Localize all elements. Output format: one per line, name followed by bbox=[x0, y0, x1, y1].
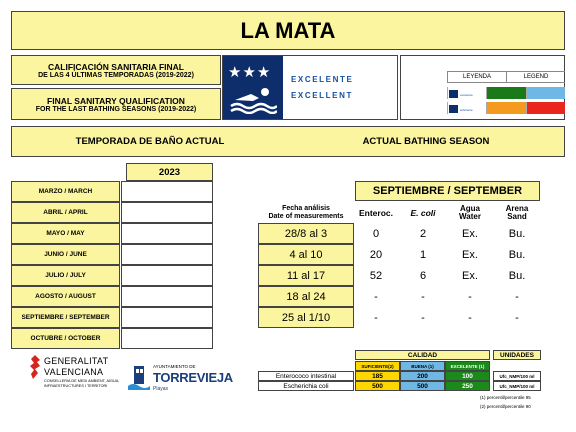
legend-box bbox=[400, 55, 565, 120]
season-year bbox=[126, 163, 213, 181]
quality-value: 185 bbox=[355, 371, 400, 381]
header-sand bbox=[494, 202, 540, 224]
measurement-date: 25 al 1/10 bbox=[258, 307, 354, 328]
legend-row-1 bbox=[447, 87, 565, 99]
quality-title-text: CALIDAD bbox=[407, 351, 438, 359]
season-label-en: ACTUAL BATHING SEASON bbox=[362, 136, 490, 147]
page-title bbox=[11, 11, 565, 50]
legend-rating-sufficient bbox=[447, 102, 486, 114]
header-sand-es: Arena bbox=[505, 204, 529, 213]
sand-value: Bu. bbox=[508, 227, 526, 240]
enteroc-value: 0 bbox=[372, 227, 380, 240]
month-value bbox=[121, 244, 213, 265]
season-header bbox=[11, 126, 565, 157]
water-value: - bbox=[468, 290, 472, 303]
legend-color-green bbox=[486, 87, 525, 99]
footnote: (1) percentil/percentile 95 bbox=[480, 395, 531, 400]
legend-color-orange bbox=[486, 102, 525, 114]
torrevieja-emblem-icon bbox=[128, 364, 150, 390]
measurement-date: 28/8 al 3 bbox=[258, 223, 354, 244]
legend-tab-en: LEGEND bbox=[506, 72, 565, 82]
sand-value: Bu. bbox=[508, 248, 526, 261]
header-enteroc-text: Enteroc. bbox=[358, 208, 393, 218]
season-label-es: TEMPORADA DE BAÑO ACTUAL bbox=[75, 136, 225, 147]
header-water-en: Water bbox=[459, 212, 481, 221]
month-label: MARZO / MARCH bbox=[11, 181, 120, 202]
month-value bbox=[121, 328, 213, 349]
water-value: Ex. bbox=[462, 227, 478, 240]
qualification-es-box bbox=[11, 55, 221, 85]
enteroc-value: 52 bbox=[369, 269, 383, 282]
rating-label-es: EXCELENTE bbox=[291, 74, 354, 84]
sand-value: - bbox=[515, 311, 519, 324]
sand-value: - bbox=[515, 290, 519, 303]
legend-color-blue bbox=[526, 87, 565, 99]
quality-title bbox=[355, 350, 490, 360]
ecoli-value: 2 bbox=[419, 227, 427, 240]
swimmer-icon bbox=[229, 86, 277, 114]
quality-unit: Ufc_NMP/100 ml bbox=[493, 381, 541, 391]
month-detail-title bbox=[355, 181, 540, 201]
month-value bbox=[121, 265, 213, 286]
generalitat-valenciana-logo bbox=[28, 354, 120, 402]
enteroc-value: - bbox=[374, 290, 378, 303]
ecoli-value: 1 bbox=[419, 248, 427, 261]
header-date-es: Fecha análisis bbox=[282, 205, 330, 212]
water-value: Ex. bbox=[462, 248, 478, 261]
quality-value: 100 bbox=[445, 371, 490, 381]
month-label: JULIO / JULY bbox=[11, 265, 120, 286]
legend-tabs bbox=[447, 71, 565, 83]
units-title bbox=[493, 350, 541, 360]
month-label: SEPTIEMBRE / SEPTEMBER bbox=[11, 307, 120, 328]
torrevieja-line1: AYUNTAMIENTO DE bbox=[153, 364, 196, 369]
torrevieja-line2: TORREVIEJA bbox=[153, 370, 233, 385]
water-value: Ex. bbox=[462, 269, 478, 282]
legend-tab-es: LEYENDA bbox=[447, 72, 506, 82]
month-label: OCTUBRE / OCTOBER bbox=[11, 328, 120, 349]
gva-line1: GENERALITAT bbox=[44, 356, 109, 366]
legend-row-2 bbox=[447, 102, 565, 114]
footnote: (2) percentil/percentile 90 bbox=[480, 404, 531, 409]
month-value bbox=[121, 286, 213, 307]
legend-rating-excellent bbox=[447, 87, 486, 99]
units-title-text: UNIDADES bbox=[500, 351, 534, 359]
rating-badge bbox=[222, 55, 398, 120]
header-date-en: Date of measurements bbox=[268, 213, 344, 220]
quality-value: 500 bbox=[400, 381, 445, 391]
measurement-date: 4 al 10 bbox=[258, 244, 354, 265]
header-enteroc bbox=[355, 202, 397, 224]
season-year-text: 2023 bbox=[158, 166, 181, 178]
svg-text:excelente: excelente bbox=[460, 93, 473, 97]
sand-value: Bu. bbox=[508, 269, 526, 282]
month-value bbox=[121, 181, 213, 202]
ecoli-value: - bbox=[421, 290, 425, 303]
header-date bbox=[258, 202, 354, 224]
rating-label-en: EXCELLENT bbox=[291, 90, 353, 100]
header-water-es: Agua bbox=[460, 204, 480, 213]
month-value bbox=[121, 202, 213, 223]
header-ecoli-text: E. coli bbox=[410, 208, 436, 218]
header-water bbox=[448, 202, 492, 224]
water-value: - bbox=[468, 311, 472, 324]
quality-value: 500 bbox=[355, 381, 400, 391]
torrevieja-line3: Playas bbox=[153, 386, 169, 392]
month-label: ABRIL / APRIL bbox=[11, 202, 120, 223]
gva-line2: VALENCIANA bbox=[44, 367, 104, 377]
torrevieja-logo bbox=[128, 362, 233, 398]
month-label: MAYO / MAY bbox=[11, 223, 120, 244]
qualification-es-line1: CALIFICACIÓN SANITARIA FINAL bbox=[48, 61, 184, 72]
sufficient-rating-icon bbox=[448, 103, 486, 115]
excellent-rating-icon bbox=[448, 88, 486, 100]
ecoli-value: 6 bbox=[419, 269, 427, 282]
quality-value: 200 bbox=[400, 371, 445, 381]
rating-labels bbox=[283, 56, 397, 119]
quality-row-label: Escherichia coli bbox=[258, 381, 354, 391]
month-value bbox=[121, 307, 213, 328]
qualification-en-line2: FOR THE LAST BATHING SEASONS (2019-2022) bbox=[35, 105, 197, 113]
measurement-date: 18 al 24 bbox=[258, 286, 354, 307]
quality-level-sufficient: SUFICIENTE(2) bbox=[355, 361, 400, 371]
month-label: AGOSTO / AUGUST bbox=[11, 286, 120, 307]
legend-color-red bbox=[526, 102, 565, 114]
rating-badge-panel bbox=[223, 56, 283, 119]
ecoli-value: - bbox=[421, 311, 425, 324]
quality-value: 250 bbox=[445, 381, 490, 391]
star-icon: ★★★ bbox=[228, 64, 272, 81]
header-sand-en: Sand bbox=[507, 212, 527, 221]
quality-level-good: BUENA (1) bbox=[400, 361, 445, 371]
month-value bbox=[121, 223, 213, 244]
quality-row-label: Enterococo intestinal bbox=[258, 371, 354, 381]
qualification-en-line1: FINAL SANITARY QUALIFICATION bbox=[47, 95, 185, 106]
generalitat-emblem-icon bbox=[28, 354, 42, 380]
enteroc-value: 20 bbox=[369, 248, 383, 261]
measurement-date: 11 al 17 bbox=[258, 265, 354, 286]
svg-text:suficiente: suficiente bbox=[460, 108, 473, 112]
gva-line3: CONSELLERIA DE MEDI AMBIENT, AIGUA, INFRAESTRUCTURES I TERRITORI bbox=[44, 379, 120, 388]
title-text: LA MATA bbox=[240, 17, 336, 43]
quality-level-excellent: EXCELENTE (1) bbox=[445, 361, 490, 371]
quality-unit: Ufc_NMP/100 ml bbox=[493, 371, 541, 381]
month-label: JUNIO / JUNE bbox=[11, 244, 120, 265]
header-ecoli bbox=[400, 202, 446, 224]
enteroc-value: - bbox=[374, 311, 378, 324]
month-detail-title-text: SEPTIEMBRE / SEPTEMBER bbox=[372, 185, 523, 197]
qualification-es-line2: DE LAS 4 ÚLTIMAS TEMPORADAS (2019-2022) bbox=[38, 71, 194, 79]
qualification-en-box bbox=[11, 88, 221, 120]
